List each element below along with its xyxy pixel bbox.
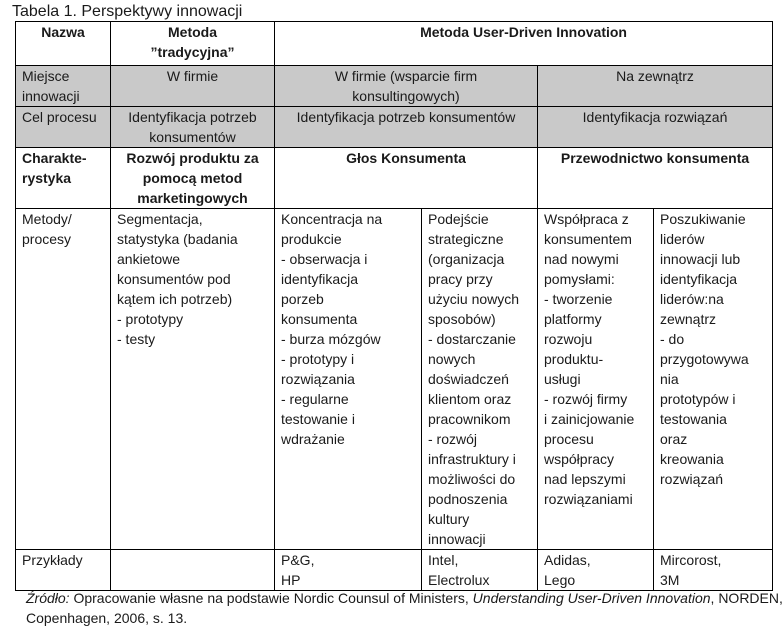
cell-line: testowania bbox=[660, 411, 727, 427]
cell-line: pracy przy bbox=[428, 271, 493, 287]
cell-line: Podejście bbox=[428, 211, 489, 227]
cell-line: doświadczeń bbox=[428, 371, 509, 387]
cell-line: identyfikacja bbox=[281, 271, 359, 287]
cell-line: statystyka (badania bbox=[117, 231, 238, 247]
row-charakterystyka bbox=[16, 148, 773, 209]
cell-line: kultury bbox=[428, 511, 470, 527]
charakterystyka-label-line2: rystyka bbox=[22, 170, 72, 186]
source-title: Understanding User-Driven Innovation bbox=[472, 590, 711, 606]
header-nazwa: Nazwa bbox=[16, 22, 111, 66]
cell-line: - rozwój bbox=[428, 431, 478, 447]
cell-line: liderów bbox=[660, 231, 705, 247]
cell-line: Współpraca z bbox=[544, 211, 629, 227]
header-row bbox=[16, 22, 773, 66]
cell-line: Poszukiwanie bbox=[660, 211, 746, 227]
row-metody bbox=[16, 209, 773, 550]
charakterystyka-udi-firma: Głos Konsumenta bbox=[275, 148, 538, 209]
cell-line: testowanie i bbox=[281, 411, 355, 427]
cell-line: P&G, bbox=[281, 552, 315, 568]
miejsce-label bbox=[16, 66, 111, 107]
cell-line: rozwoju bbox=[544, 331, 593, 347]
cell-line: Intel, bbox=[428, 552, 459, 568]
metody-tradycyjna bbox=[111, 209, 275, 550]
cell-line: innowacji bbox=[428, 531, 486, 547]
metody-label-line2: procesy bbox=[22, 231, 72, 247]
row-cel bbox=[16, 107, 773, 148]
cell-line: identyfikacja bbox=[660, 271, 738, 287]
cell-line: wdrażanie bbox=[281, 431, 345, 447]
metody-udi-c bbox=[538, 209, 654, 550]
cell-line: Koncentracja na bbox=[281, 211, 383, 227]
cell-line: - prototypy i bbox=[281, 351, 355, 367]
miejsce-udi-zewnatrz: Na zewnątrz bbox=[538, 66, 773, 107]
cell-line: nad lepszymi bbox=[544, 471, 626, 487]
cell-line: i zainicjowanie bbox=[544, 411, 635, 427]
miejsce-label-line1: Miejsce bbox=[22, 68, 70, 84]
metody-label bbox=[16, 209, 111, 550]
table-caption: Tabela 1. Perspektywy innowacji bbox=[12, 3, 243, 20]
row-miejsce bbox=[16, 66, 773, 107]
cell-line: porzeb bbox=[281, 291, 324, 307]
cel-label: Cel procesu bbox=[16, 107, 111, 148]
cell-line: konsumentów pod bbox=[117, 271, 231, 287]
przyklady-udi-c bbox=[538, 550, 654, 591]
cell-line: innowacji lub bbox=[660, 251, 741, 267]
cell-line: użyciu nowych bbox=[428, 291, 520, 307]
cell-line: rozwiązań bbox=[660, 471, 724, 487]
cell-line: - burza mózgów bbox=[281, 331, 381, 347]
metody-label-line1: Metody/ bbox=[22, 211, 72, 227]
cell-line: nowych bbox=[428, 351, 476, 367]
przyklady-udi-b bbox=[422, 550, 538, 591]
metody-udi-b bbox=[422, 209, 538, 550]
cell-line: ankietowe bbox=[117, 251, 181, 267]
header-tradycyjna-line2: ”tradycyjna” bbox=[150, 44, 235, 60]
cell-line: podnoszenia bbox=[428, 491, 508, 507]
cell-line: możliwości do bbox=[428, 471, 516, 487]
cell-line: Lego bbox=[544, 572, 576, 588]
cell-line: infrastruktury i bbox=[428, 451, 516, 467]
metody-udi-d bbox=[654, 209, 773, 550]
cell-line: kątem ich potrzeb) bbox=[117, 291, 233, 307]
cell-line: zewnątrz bbox=[660, 311, 717, 327]
przyklady-udi-d bbox=[654, 550, 773, 591]
cell-line: liderów:na bbox=[660, 291, 724, 307]
source-text1: Opracowanie własne na podstawie Nordic Counsul of Ministers, bbox=[69, 590, 473, 606]
charakterystyka-udi-zewnatrz: Przewodnictwo konsumenta bbox=[538, 148, 773, 209]
cel-udi-zewnatrz: Identyfikacja rozwiązań bbox=[538, 107, 773, 148]
cell-line: (organizacja bbox=[428, 251, 505, 267]
source-label: Źródło: bbox=[26, 590, 70, 606]
cell-line: współpracy bbox=[544, 451, 615, 467]
cell-line: rozwiązaniami bbox=[544, 491, 633, 507]
miejsce-label-line2: innowacji bbox=[22, 88, 80, 104]
cell-line: rozwiązania bbox=[281, 371, 355, 387]
cell-line: oraz bbox=[660, 431, 688, 447]
miejsce-udi-firma-text: W firmie (wsparcie firm konsultingowych) bbox=[334, 68, 478, 104]
cell-line: - tworzenie bbox=[544, 291, 613, 307]
cell-line: - obserwacja i bbox=[281, 251, 368, 267]
cell-line: produktu- bbox=[544, 351, 604, 367]
cell-line: nia bbox=[660, 371, 679, 387]
cell-line: - dostarczanie bbox=[428, 331, 516, 347]
innovation-perspectives-table bbox=[15, 21, 773, 591]
source-text2: , NORDEN, Copenhagen, 2006, s. 13. bbox=[26, 590, 783, 626]
przyklady-tradycyjna bbox=[111, 550, 275, 591]
charakterystyka-label-line1: Charakte- bbox=[22, 150, 87, 166]
przyklady-udi-a bbox=[275, 550, 422, 591]
cell-line: - do bbox=[660, 331, 685, 347]
cell-line: procesu bbox=[544, 431, 594, 447]
miejsce-tradycyjna: W firmie bbox=[111, 66, 275, 107]
cell-line: sposobów) bbox=[428, 311, 496, 327]
cell-line: konsumentem bbox=[544, 231, 632, 247]
charakterystyka-label bbox=[16, 148, 111, 209]
cell-line: 3M bbox=[660, 572, 680, 588]
cell-line: przygotowywa bbox=[660, 351, 749, 367]
cell-line: produkcie bbox=[281, 231, 342, 247]
cell-line: Electrolux bbox=[428, 572, 490, 588]
cel-tradycyjna bbox=[111, 107, 275, 148]
cell-line: strategiczne bbox=[428, 231, 504, 247]
source-note bbox=[26, 588, 784, 628]
header-tradycyjna-line1: Metoda bbox=[168, 24, 217, 40]
cell-line: pracownikom bbox=[428, 411, 511, 427]
cell-line: kreowania bbox=[660, 451, 724, 467]
miejsce-udi-firma bbox=[275, 66, 538, 107]
cell-line: nad nowymi bbox=[544, 251, 619, 267]
metody-udi-a bbox=[275, 209, 422, 550]
cell-line: klientom oraz bbox=[428, 391, 512, 407]
cell-line: platformy bbox=[544, 311, 602, 327]
charakterystyka-tradycyjna bbox=[111, 148, 275, 209]
cel-tradycyjna-text: Identyfikacja potrzeb konsumentów bbox=[128, 109, 257, 145]
cell-line: usługi bbox=[544, 371, 581, 387]
cell-line: Adidas, bbox=[544, 552, 591, 568]
cel-udi-firma: Identyfikacja potrzeb konsumentów bbox=[275, 107, 538, 148]
cell-line: pomysłami: bbox=[544, 271, 615, 287]
cell-line: Segmentacja, bbox=[117, 211, 203, 227]
cell-line: - testy bbox=[117, 331, 156, 347]
cell-line: prototypów i bbox=[660, 391, 736, 407]
cell-line: HP bbox=[281, 572, 301, 588]
row-przyklady bbox=[16, 550, 773, 591]
cell-line: konsumenta bbox=[281, 311, 358, 327]
cell-line: Mircorost, bbox=[660, 552, 722, 568]
charakterystyka-tradycyjna-text: Rozwój produktu za pomocą metod marketingowych bbox=[126, 150, 259, 206]
header-tradycyjna bbox=[111, 22, 275, 66]
cell-line: - prototypy bbox=[117, 311, 184, 327]
cell-line: - rozwój firmy bbox=[544, 391, 628, 407]
header-udi: Metoda User-Driven Innovation bbox=[275, 22, 773, 66]
przyklady-label: Przykłady bbox=[16, 550, 111, 591]
cell-line: - regularne bbox=[281, 391, 349, 407]
